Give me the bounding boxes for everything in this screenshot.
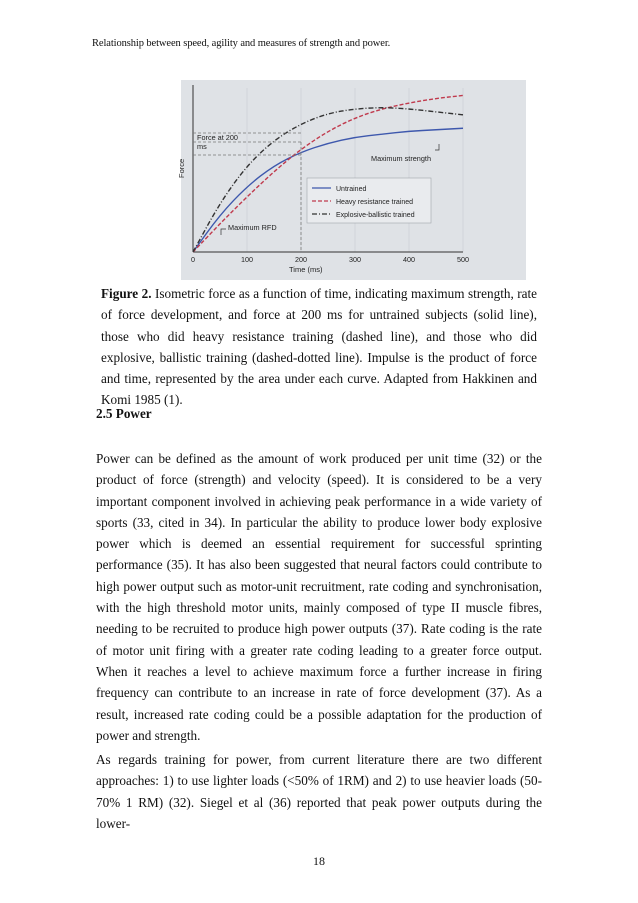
figure-caption-text: Isometric force as a function of time, indicating maximum strength, rate of force development, and force at 200 ms for untrained subjects (solid line), those who did heavy resistance training (dashed line), and those who did explosive, ballistic training (dashed-dotted line). Impulse is the product of force and time, represented by the area under each curve. Adapted from Hakkinen and Komi 1985 (1). [101, 286, 537, 408]
x-tick-label-300: 300 [349, 255, 361, 264]
section-heading: 2.5 Power [96, 406, 152, 421]
legend-label-heavy: Heavy resistance trained [336, 199, 414, 206]
legend-label-untrained: Untrained [336, 186, 367, 193]
figure-caption-label: Figure 2. [101, 286, 152, 301]
force-time-chart-svg [177, 80, 526, 280]
chart-legend [307, 178, 431, 223]
x-axis-label: Time (ms) [289, 265, 323, 274]
figure-2-chart [177, 80, 526, 280]
legend-label-explosive: Explosive-ballistic trained [336, 212, 415, 219]
running-header: Relationship between speed, agility and measures of strength and power. [92, 38, 391, 49]
x-tick-label-400: 400 [403, 255, 415, 264]
x-tick-label-200: 200 [295, 255, 307, 264]
body-paragraph-2: As regards training for power, from current literature there are two different approaches: 1) to use lighter loads (<50% of 1RM) and 2) to use heavier loads (50-70% 1 RM) (32). Siegel et al (36) reported that peak power outputs during the lower- [96, 752, 542, 831]
y-axis-label: Force [177, 158, 186, 178]
force-at-200-annotation: Force at 200 ms [197, 133, 238, 151]
x-tick-label-500: 500 [457, 255, 469, 264]
max-strength-annotation: Maximum strength [371, 154, 432, 163]
body-paragraph-1: Power can be defined as the amount of work produced per unit time (32) or the product of force (strength) and velocity (speed). It is considered to be a very important component involved in achieving peak performance in a wide variety of sports (33, cited in 34). In particular the ability to produce lower body explosive power which is deemed an essential requirement for successful sprinting performance (35). It has also been suggested that neural factors could contribute to high power output such as motor-unit recruitment, rate coding and synchronisation, with the high threshold motor units, mainly composed of type II muscle fibres, needing to be recruited to produce high power outputs (37). Rate coding is the rate of motor unit firing with a greater rate coding leading to a greater force output. When it reaches a level to achieve maximum force a further increase in firing frequency can contribute to an increase in rate of force development (37). As a result, increased rate coding could be a possible adaptation for the production of power and strength. [96, 451, 542, 743]
page-number: 18 [313, 854, 325, 868]
figure-caption [101, 283, 537, 411]
x-tick-label-100: 100 [241, 255, 253, 264]
force-at-200-annotation-box [197, 134, 241, 156]
x-tick-label-0: 0 [191, 255, 195, 264]
max-rfd-annotation: Maximum RFD [228, 223, 277, 232]
